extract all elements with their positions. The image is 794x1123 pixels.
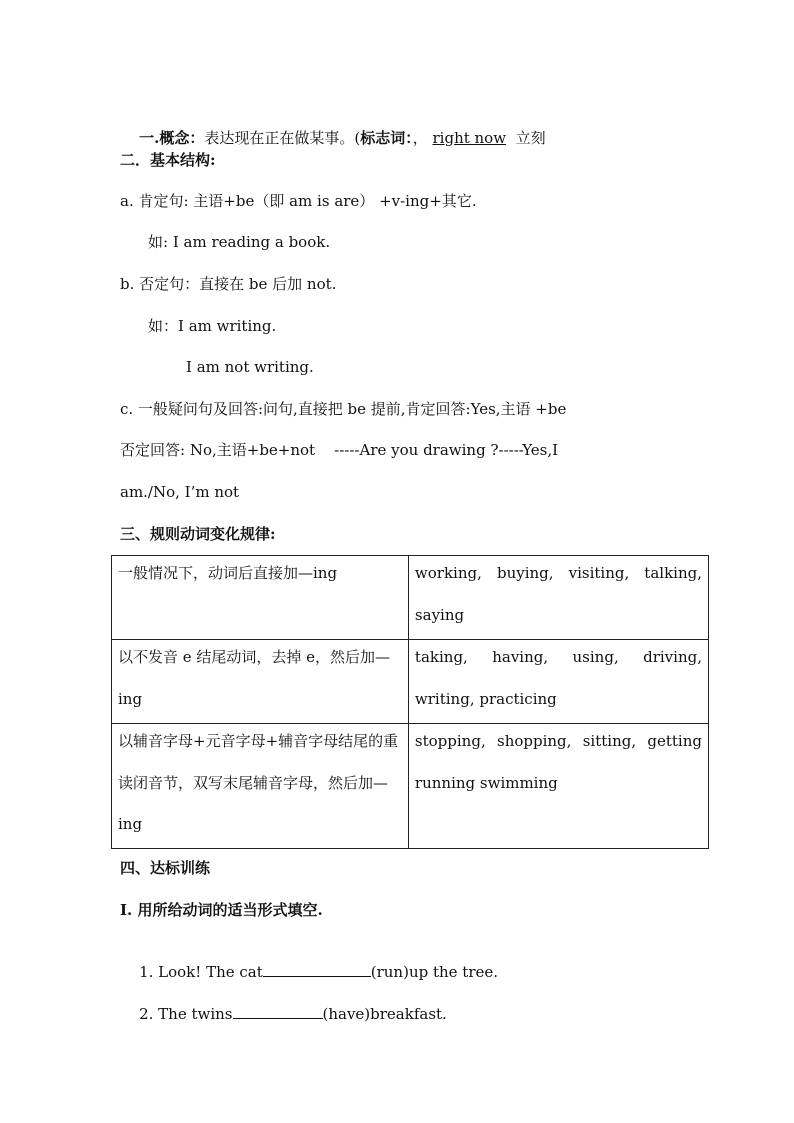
table-row — [112, 556, 709, 640]
rule-cell — [112, 556, 409, 640]
question-2-before: 2. The twins — [139, 1005, 233, 1023]
structure-b-example-1: 如：I am writing. — [148, 317, 277, 335]
concept-title: 概念： — [159, 129, 205, 147]
rule-text: 以不发音 e 结尾动词，去掉 e，然后加—ing — [118, 648, 391, 708]
structure-a-label: a. 肯定句: 主语+be（即 am is are） +v-ing+其它. — [120, 192, 477, 210]
rules-table — [111, 555, 709, 849]
example-cell — [408, 556, 708, 640]
structure-c-line-1: c. 一般疑问句及回答:问句,直接把 be 提前,肯定回答:Yes,主语 +be — [120, 400, 567, 418]
example-text: working, buying, visiting, talking, saying — [414, 564, 702, 624]
structure-b-label: b. 否定句：直接在 be 后加 not. — [120, 275, 337, 293]
question-2-after: (have)breakfast. — [322, 1005, 447, 1023]
structure-a-example: 如: I am reading a book. — [148, 233, 331, 251]
example-cell — [408, 640, 708, 724]
question-1-before: 1. Look! The cat — [139, 963, 263, 981]
rule-text: 以辅音字母+元音字母+辅音字母结尾的重读闭音节，双写末尾辅音字母，然后加—ing — [118, 732, 399, 833]
example-cell — [408, 724, 708, 849]
concept-prefix: 一. — [139, 129, 160, 147]
example-text: stopping, shopping, sitting, getting running swimming — [414, 732, 702, 792]
structure-b-example-2: I am not writing. — [186, 358, 314, 376]
table-row — [112, 640, 709, 724]
section-heading-practice: 四、达标训练 — [120, 859, 211, 877]
exercise-title: I. 用所给动词的适当形式填空. — [120, 901, 323, 919]
rule-cell — [112, 724, 409, 849]
concept-text: 表达现在正在做某事。( — [204, 129, 361, 147]
marker-label: 标志词： — [360, 129, 413, 147]
section-heading-structure: 二．基本结构: — [120, 151, 216, 169]
keyword-meaning: 立刻 — [515, 129, 546, 147]
structure-c-line-2: 否定回答: No,主语+be+not -----Are you drawing ?-----Yes,I — [120, 441, 559, 459]
rule-text: 一般情况下，动词后直接加—ing — [118, 564, 338, 582]
example-text: taking, having, using, driving, writing, practicing — [414, 648, 702, 708]
question-2 — [120, 984, 447, 1044]
answer-blank-2[interactable] — [233, 1004, 323, 1019]
keyword-right-now: right now — [432, 129, 507, 147]
rule-cell — [112, 640, 409, 724]
section-heading-rules: 三、规则动词变化规律: — [120, 525, 276, 543]
structure-c-line-3: am./No, I’m not — [120, 483, 240, 501]
marker-comma: ， — [412, 129, 428, 147]
answer-blank-1[interactable] — [263, 962, 371, 977]
question-1-after: (run)up the tree. — [370, 963, 499, 981]
table-row — [112, 724, 709, 849]
